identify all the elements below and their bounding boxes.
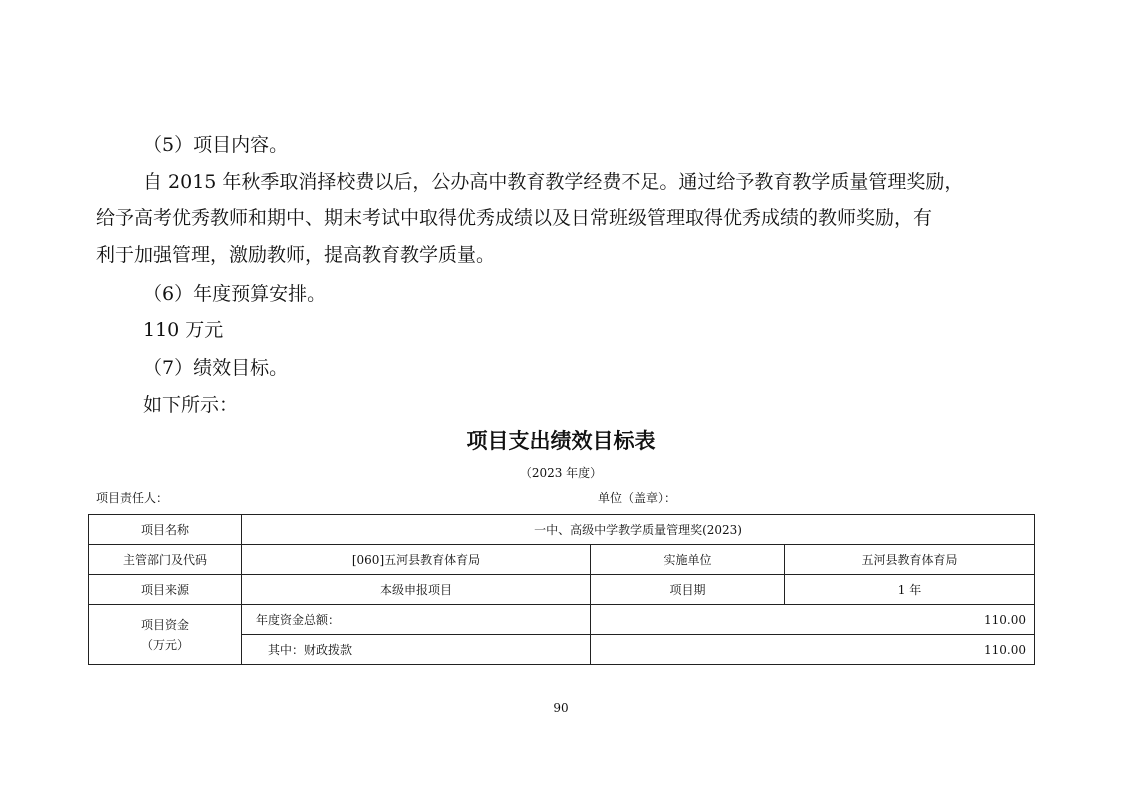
funds-label-cell xyxy=(89,605,242,665)
table-row xyxy=(89,605,1035,635)
as-follows-text: 如下所示： xyxy=(143,394,239,416)
source-value: 本级申报项目 xyxy=(242,575,591,605)
period-label: 项目期 xyxy=(591,575,785,605)
budget-amount-text: 110 万元 xyxy=(143,319,224,341)
dept-value: [060]五河县教育体育局 xyxy=(242,545,591,575)
content-paragraph-line-3: 利于加强管理，激励教师，提高教育教学质量。 xyxy=(96,244,496,266)
content-paragraph-line-2: 给予高考优秀教师和期中、期末考试中取得优秀成绩以及日常班级管理取得优秀成绩的教师奖励，有 xyxy=(96,207,933,229)
funds-label-line1: 项目资金 xyxy=(140,617,189,632)
section-heading-project-content: （5）项目内容。 xyxy=(143,134,289,156)
funds-label-line2: （万元） xyxy=(140,637,189,652)
project-responsible-label: 项目责任人： xyxy=(96,491,169,505)
section-heading-annual-budget: （6）年度预算安排。 xyxy=(143,283,327,305)
table-title: 项目支出绩效目标表 xyxy=(466,429,656,453)
impl-unit-value: 五河县教育体育局 xyxy=(785,545,1035,575)
unit-seal-label: 单位（盖章）： xyxy=(598,491,677,505)
page-number: 90 xyxy=(553,701,569,715)
fiscal-allocation-value: 110.00 xyxy=(591,635,1035,665)
table-subtitle-year: （2023 年度） xyxy=(519,466,603,480)
performance-target-table xyxy=(88,514,1035,665)
section-heading-performance-targets: （7）绩效目标。 xyxy=(143,357,289,379)
period-value: 1 年 xyxy=(785,575,1035,605)
project-name-value: 一中、高级中学教学质量管理奖(2023) xyxy=(242,515,1035,545)
annual-total-value: 110.00 xyxy=(591,605,1035,635)
content-paragraph-line-1: 自 2015 年秋季取消择校费以后，公办高中教育教学经费不足。通过给予教育教学质量管理奖励， xyxy=(143,171,964,193)
table-row xyxy=(89,515,1035,545)
fiscal-allocation-label: 其中：财政拨款 xyxy=(242,635,591,665)
annual-total-label: 年度资金总额： xyxy=(242,605,591,635)
table-row xyxy=(89,575,1035,605)
project-name-label: 项目名称 xyxy=(89,515,242,545)
dept-label: 主管部门及代码 xyxy=(89,545,242,575)
table-row xyxy=(89,545,1035,575)
impl-unit-label: 实施单位 xyxy=(591,545,785,575)
source-label: 项目来源 xyxy=(89,575,242,605)
